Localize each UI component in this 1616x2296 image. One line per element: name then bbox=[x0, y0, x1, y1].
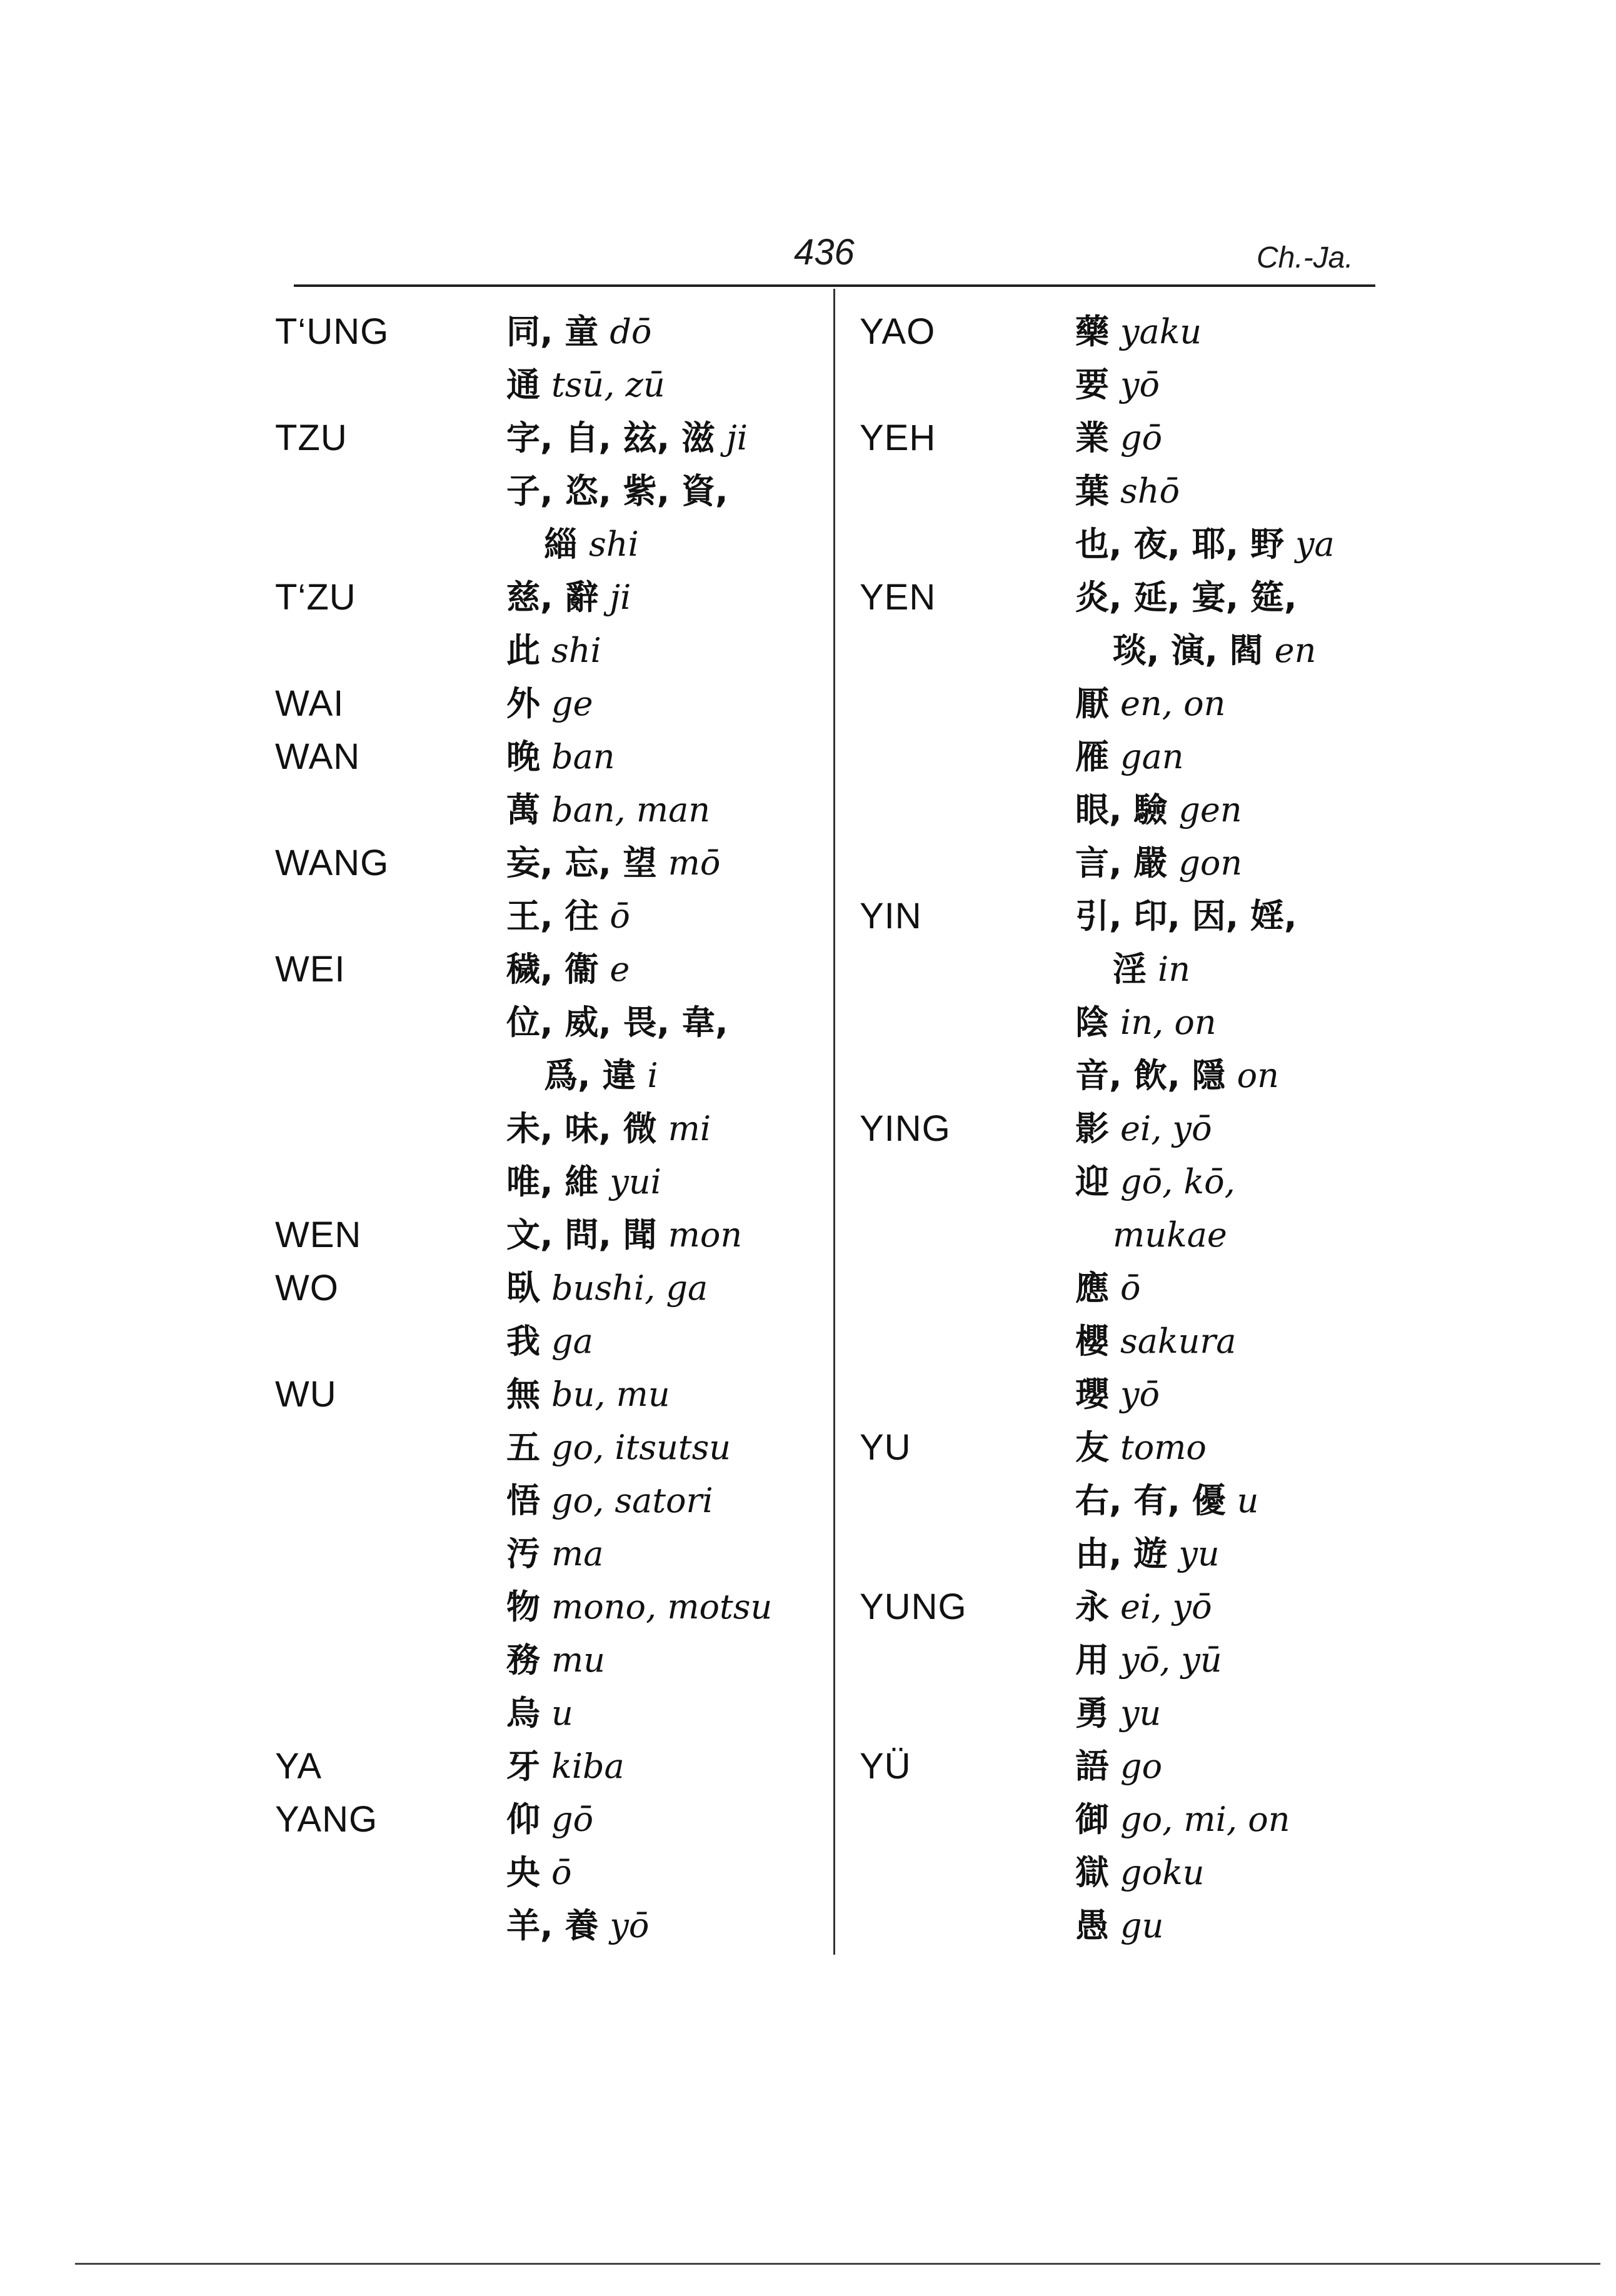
kanji-characters: 慈, 辭 bbox=[506, 578, 599, 617]
kanji-characters: 字, 自, 玆, 滋 bbox=[506, 418, 715, 458]
entry bbox=[506, 943, 630, 996]
japanese-reading: i bbox=[647, 1056, 658, 1095]
entry bbox=[506, 890, 630, 943]
japanese-reading: ei, yō bbox=[1120, 1109, 1212, 1148]
entry-line bbox=[275, 358, 838, 411]
kanji-characters: 言, 嚴 bbox=[1075, 843, 1168, 883]
japanese-reading: in bbox=[1158, 950, 1191, 989]
entry-line bbox=[275, 1633, 838, 1687]
entry bbox=[1075, 518, 1335, 571]
japanese-reading: u bbox=[551, 1693, 573, 1733]
entry-line bbox=[275, 1527, 838, 1580]
japanese-reading: ō bbox=[1120, 1268, 1141, 1308]
japanese-reading: yō bbox=[1120, 365, 1160, 404]
japanese-reading: mukae bbox=[1113, 1215, 1227, 1255]
japanese-reading: gon bbox=[1178, 843, 1243, 883]
entry-line bbox=[275, 836, 838, 890]
kanji-characters: 同, 童 bbox=[506, 312, 599, 351]
kanji-characters: 陰 bbox=[1075, 1003, 1109, 1042]
japanese-reading: bu, mu bbox=[551, 1375, 670, 1414]
kanji-characters: 外 bbox=[506, 684, 540, 723]
entry bbox=[506, 730, 615, 783]
kanji-characters: 我 bbox=[506, 1321, 540, 1361]
entry-line bbox=[860, 677, 1422, 730]
romanization-heading: WAI bbox=[275, 683, 344, 724]
entry bbox=[1113, 943, 1190, 996]
kanji-characters: 由, 遊 bbox=[1075, 1534, 1168, 1573]
entry-line bbox=[275, 1049, 838, 1102]
entry-line bbox=[275, 1474, 838, 1527]
kanji-characters: 獄 bbox=[1075, 1853, 1109, 1892]
kanji-characters: 子, 恣, 紫, 資, bbox=[506, 471, 728, 511]
entry-line bbox=[860, 1687, 1422, 1740]
entry bbox=[506, 1261, 708, 1315]
kanji-characters: 王, 往 bbox=[506, 896, 599, 936]
japanese-reading: shō bbox=[1120, 471, 1180, 511]
entry bbox=[1075, 1740, 1162, 1793]
kanji-characters: 萬 bbox=[506, 790, 540, 830]
japanese-reading: go, mi, on bbox=[1120, 1800, 1290, 1839]
kanji-characters: 通 bbox=[506, 365, 540, 404]
entry-line bbox=[860, 1527, 1422, 1580]
entry bbox=[506, 1155, 661, 1208]
japanese-reading: yu bbox=[1120, 1693, 1162, 1733]
japanese-reading: mō bbox=[668, 843, 721, 883]
entry-line bbox=[275, 305, 838, 358]
japanese-reading: go, itsutsu bbox=[551, 1428, 731, 1467]
kanji-characters: 晚 bbox=[506, 737, 540, 776]
entry-line bbox=[860, 1846, 1422, 1899]
romanization-heading: YEH bbox=[860, 418, 936, 458]
romanization-heading: WANG bbox=[275, 843, 389, 883]
entry-line bbox=[860, 1102, 1422, 1155]
page-number: 436 bbox=[794, 232, 855, 273]
entry-line bbox=[275, 783, 838, 836]
kanji-characters: 烏 bbox=[506, 1693, 540, 1733]
japanese-reading: mi bbox=[668, 1109, 711, 1148]
entry bbox=[1075, 1633, 1222, 1687]
right-column bbox=[860, 305, 1422, 1952]
kanji-characters: 物 bbox=[506, 1587, 540, 1627]
entry-line bbox=[275, 677, 838, 730]
entry-line bbox=[275, 624, 838, 677]
entry bbox=[506, 1633, 605, 1687]
romanization-heading: WU bbox=[275, 1374, 337, 1415]
entry-line bbox=[275, 518, 838, 571]
entry bbox=[506, 1315, 593, 1368]
entry bbox=[1075, 783, 1242, 836]
kanji-characters: 勇 bbox=[1075, 1693, 1109, 1733]
entry-line bbox=[860, 996, 1422, 1049]
entry bbox=[1075, 1368, 1160, 1421]
romanization-heading: YU bbox=[860, 1427, 911, 1468]
entry-line bbox=[860, 1899, 1422, 1952]
entry bbox=[506, 1846, 572, 1899]
entry bbox=[1075, 1846, 1205, 1899]
entry bbox=[506, 1899, 649, 1952]
entry bbox=[544, 518, 639, 571]
romanization-heading: YEN bbox=[860, 577, 936, 618]
kanji-characters: 務 bbox=[506, 1640, 540, 1680]
japanese-reading: goku bbox=[1120, 1853, 1205, 1892]
kanji-characters: 葉 bbox=[1075, 471, 1109, 511]
japanese-reading: sakura bbox=[1120, 1321, 1237, 1361]
kanji-characters: 愚 bbox=[1075, 1906, 1109, 1945]
entry-line bbox=[275, 411, 838, 464]
japanese-reading: ō bbox=[610, 896, 630, 936]
entry-line bbox=[860, 783, 1422, 836]
entry bbox=[506, 1421, 731, 1474]
japanese-reading: mon bbox=[668, 1215, 743, 1255]
kanji-characters: 爲, 違 bbox=[544, 1056, 636, 1095]
kanji-characters: 琰, 演, 閻 bbox=[1113, 631, 1263, 670]
romanization-heading: YUNG bbox=[860, 1587, 967, 1627]
entry-line bbox=[275, 730, 838, 783]
entry bbox=[506, 1474, 713, 1527]
entry bbox=[1075, 1155, 1235, 1208]
entry bbox=[1075, 1102, 1212, 1155]
entry bbox=[1075, 730, 1184, 783]
entry-line bbox=[275, 1899, 838, 1952]
entry-line bbox=[860, 730, 1422, 783]
kanji-characters: 御 bbox=[1075, 1800, 1109, 1839]
kanji-characters: 影 bbox=[1075, 1109, 1109, 1148]
column-divider bbox=[833, 289, 835, 1955]
japanese-reading: yui bbox=[610, 1162, 661, 1201]
entry bbox=[506, 836, 720, 890]
romanization-heading: YA bbox=[275, 1746, 323, 1787]
kanji-characters: 臥 bbox=[506, 1268, 540, 1308]
kanji-characters: 音, 飲, 隱 bbox=[1075, 1056, 1226, 1095]
japanese-reading: e bbox=[610, 950, 630, 989]
japanese-reading: yō bbox=[1120, 1375, 1160, 1414]
running-head: Ch.-Ja. bbox=[1257, 241, 1353, 274]
kanji-characters: 文, 問, 聞 bbox=[506, 1215, 657, 1255]
japanese-reading: bushi, ga bbox=[551, 1268, 708, 1308]
entry bbox=[506, 571, 631, 624]
entry bbox=[506, 358, 665, 411]
japanese-reading: ban, man bbox=[551, 790, 711, 830]
entry bbox=[506, 464, 728, 518]
entry bbox=[1075, 464, 1180, 518]
kanji-characters: 仰 bbox=[506, 1800, 540, 1839]
entry-line bbox=[860, 1049, 1422, 1102]
kanji-characters: 要 bbox=[1075, 365, 1109, 404]
entry bbox=[1075, 411, 1162, 464]
kanji-characters: 也, 夜, 耶, 野 bbox=[1075, 524, 1284, 564]
japanese-reading: shi bbox=[589, 524, 639, 564]
entry bbox=[1075, 1687, 1161, 1740]
entry bbox=[506, 1368, 670, 1421]
japanese-reading: in, on bbox=[1120, 1003, 1217, 1042]
kanji-characters: 五 bbox=[506, 1428, 540, 1467]
entry bbox=[1075, 1474, 1258, 1527]
entry-line bbox=[860, 1315, 1422, 1368]
japanese-reading: gō, kō, bbox=[1120, 1162, 1235, 1201]
japanese-reading: yu bbox=[1178, 1534, 1220, 1573]
kanji-characters: 應 bbox=[1075, 1268, 1109, 1308]
romanization-heading: WEI bbox=[275, 949, 346, 990]
entry bbox=[1075, 1049, 1279, 1102]
kanji-characters: 穢, 衞 bbox=[506, 950, 599, 989]
entry-line bbox=[275, 571, 838, 624]
entry-line bbox=[275, 1421, 838, 1474]
entry-line bbox=[275, 1208, 838, 1261]
romanization-heading: YANG bbox=[275, 1799, 378, 1840]
japanese-reading: ma bbox=[551, 1534, 604, 1573]
kanji-characters: 緇 bbox=[544, 524, 578, 564]
entry-line bbox=[275, 464, 838, 518]
romanization-heading: YAO bbox=[860, 311, 936, 352]
entry-line bbox=[275, 1580, 838, 1633]
japanese-reading: ban bbox=[551, 737, 615, 776]
kanji-characters: 未, 味, 微 bbox=[506, 1109, 657, 1148]
entry bbox=[1075, 1315, 1236, 1368]
entry-line bbox=[860, 1633, 1422, 1687]
entry-line bbox=[275, 1793, 838, 1846]
entry-line bbox=[860, 305, 1422, 358]
entry bbox=[506, 677, 593, 730]
japanese-reading: tsū, zū bbox=[551, 365, 665, 404]
entry bbox=[1075, 677, 1225, 730]
entry-line bbox=[860, 890, 1422, 943]
entry-line bbox=[860, 1793, 1422, 1846]
header-rule bbox=[294, 284, 1375, 287]
entry bbox=[1075, 305, 1202, 358]
japanese-reading: shi bbox=[551, 631, 601, 670]
entry bbox=[506, 1527, 603, 1580]
left-column bbox=[275, 305, 838, 1952]
entry-line bbox=[275, 1261, 838, 1315]
bottom-rule bbox=[75, 2263, 1600, 2265]
japanese-reading: mono, motsu bbox=[551, 1587, 773, 1627]
entry bbox=[506, 996, 728, 1049]
japanese-reading: gen bbox=[1178, 790, 1242, 830]
kanji-characters: 藥 bbox=[1075, 312, 1109, 351]
entry-line bbox=[275, 1846, 838, 1899]
japanese-reading: ei, yō bbox=[1120, 1587, 1212, 1627]
japanese-reading: gu bbox=[1120, 1906, 1164, 1945]
japanese-reading: gō bbox=[1120, 418, 1163, 458]
entry bbox=[1113, 624, 1316, 677]
japanese-reading: ga bbox=[551, 1321, 593, 1361]
romanization-heading: YING bbox=[860, 1108, 951, 1149]
japanese-reading: ge bbox=[551, 684, 593, 723]
kanji-characters: 位, 威, 畏, 韋, bbox=[506, 1003, 728, 1042]
romanization-heading: YÜ bbox=[860, 1746, 911, 1787]
entry bbox=[1075, 1793, 1290, 1846]
japanese-reading: yō, yū bbox=[1120, 1640, 1222, 1680]
entry bbox=[506, 1580, 772, 1633]
entry bbox=[506, 1740, 625, 1793]
entry bbox=[506, 1687, 573, 1740]
kanji-characters: 業 bbox=[1075, 418, 1109, 458]
japanese-reading: dō bbox=[610, 312, 652, 351]
entry bbox=[1075, 1261, 1141, 1315]
romanization-heading: WEN bbox=[275, 1215, 362, 1255]
entry bbox=[1075, 996, 1217, 1049]
kanji-characters: 無 bbox=[506, 1375, 540, 1414]
romanization-heading: TZU bbox=[275, 418, 348, 458]
japanese-reading: ō bbox=[551, 1853, 572, 1892]
kanji-characters: 悟 bbox=[506, 1481, 540, 1520]
kanji-characters: 牙 bbox=[506, 1747, 540, 1786]
japanese-reading: ji bbox=[726, 418, 748, 458]
entry bbox=[1075, 836, 1242, 890]
romanization-heading: YIN bbox=[860, 896, 922, 936]
entry-line bbox=[860, 358, 1422, 411]
kanji-characters: 迎 bbox=[1075, 1162, 1109, 1201]
kanji-characters: 淫 bbox=[1113, 950, 1147, 989]
entry-line bbox=[860, 1208, 1422, 1261]
romanization-heading: WO bbox=[275, 1268, 339, 1308]
kanji-characters: 語 bbox=[1075, 1747, 1109, 1786]
entry-line bbox=[860, 411, 1422, 464]
kanji-characters: 雁 bbox=[1075, 737, 1109, 776]
entry-line bbox=[860, 1368, 1422, 1421]
japanese-reading: ji bbox=[610, 578, 631, 617]
japanese-reading: en bbox=[1274, 631, 1317, 670]
entry bbox=[1113, 1208, 1227, 1261]
japanese-reading: mu bbox=[551, 1640, 605, 1680]
kanji-characters: 厭 bbox=[1075, 684, 1109, 723]
entry-line bbox=[275, 1368, 838, 1421]
entry-line bbox=[860, 943, 1422, 996]
entry-line bbox=[860, 1474, 1422, 1527]
entry bbox=[506, 411, 748, 464]
entry-line bbox=[275, 1155, 838, 1208]
entry-line bbox=[275, 1740, 838, 1793]
kanji-characters: 央 bbox=[506, 1853, 540, 1892]
romanization-heading: T‘ZU bbox=[275, 577, 356, 618]
romanization-heading: WAN bbox=[275, 736, 361, 777]
entry-line bbox=[860, 836, 1422, 890]
kanji-characters: 右, 有, 優 bbox=[1075, 1481, 1226, 1520]
japanese-reading: u bbox=[1237, 1481, 1259, 1520]
kanji-characters: 用 bbox=[1075, 1640, 1109, 1680]
japanese-reading: ya bbox=[1295, 524, 1335, 564]
kanji-characters: 引, 印, 因, 婬, bbox=[1075, 896, 1297, 936]
japanese-reading: en, on bbox=[1120, 684, 1226, 723]
entry bbox=[1075, 1527, 1220, 1580]
kanji-characters: 汚 bbox=[506, 1534, 540, 1573]
kanji-characters: 永 bbox=[1075, 1587, 1109, 1627]
entry bbox=[1075, 890, 1297, 943]
entry-line bbox=[860, 624, 1422, 677]
entry bbox=[506, 305, 651, 358]
entry bbox=[1075, 1421, 1207, 1474]
entry bbox=[1075, 571, 1297, 624]
kanji-characters: 炎, 延, 宴, 筵, bbox=[1075, 578, 1297, 617]
kanji-characters: 友 bbox=[1075, 1428, 1109, 1467]
japanese-reading: go, satori bbox=[551, 1481, 713, 1520]
entry-line bbox=[275, 1315, 838, 1368]
japanese-reading: tomo bbox=[1120, 1428, 1207, 1467]
entry bbox=[506, 1793, 593, 1846]
entry bbox=[506, 783, 710, 836]
entry bbox=[1075, 1899, 1163, 1952]
entry bbox=[506, 1102, 711, 1155]
entry-line bbox=[860, 464, 1422, 518]
japanese-reading: go bbox=[1120, 1747, 1163, 1786]
kanji-characters: 羊, 養 bbox=[506, 1906, 599, 1945]
japanese-reading: yō bbox=[610, 1906, 650, 1945]
kanji-characters: 瓔 bbox=[1075, 1375, 1109, 1414]
entry-line bbox=[860, 1261, 1422, 1315]
entry bbox=[1075, 358, 1160, 411]
japanese-reading: on bbox=[1237, 1056, 1279, 1095]
japanese-reading: yaku bbox=[1120, 312, 1202, 351]
kanji-characters: 此 bbox=[506, 631, 540, 670]
entry-line bbox=[860, 1580, 1422, 1633]
kanji-characters: 眼, 驗 bbox=[1075, 790, 1168, 830]
entry-line bbox=[860, 571, 1422, 624]
entry bbox=[1075, 1580, 1212, 1633]
entry-line bbox=[860, 518, 1422, 571]
entry-line bbox=[275, 1687, 838, 1740]
entry-line bbox=[860, 1740, 1422, 1793]
entry bbox=[506, 624, 601, 677]
kanji-characters: 唯, 維 bbox=[506, 1162, 599, 1201]
entry-line bbox=[275, 943, 838, 996]
entry-line bbox=[275, 1102, 838, 1155]
kanji-characters: 櫻 bbox=[1075, 1321, 1109, 1361]
entry bbox=[506, 1208, 742, 1261]
entry-line bbox=[860, 1155, 1422, 1208]
japanese-reading: gan bbox=[1120, 737, 1184, 776]
entry-line bbox=[860, 1421, 1422, 1474]
entry-line bbox=[275, 890, 838, 943]
japanese-reading: gō bbox=[551, 1800, 594, 1839]
japanese-reading: kiba bbox=[551, 1747, 625, 1786]
kanji-characters: 妄, 忘, 望 bbox=[506, 843, 657, 883]
entry-line bbox=[275, 996, 838, 1049]
entry bbox=[544, 1049, 658, 1102]
romanization-heading: T‘UNG bbox=[275, 311, 389, 352]
